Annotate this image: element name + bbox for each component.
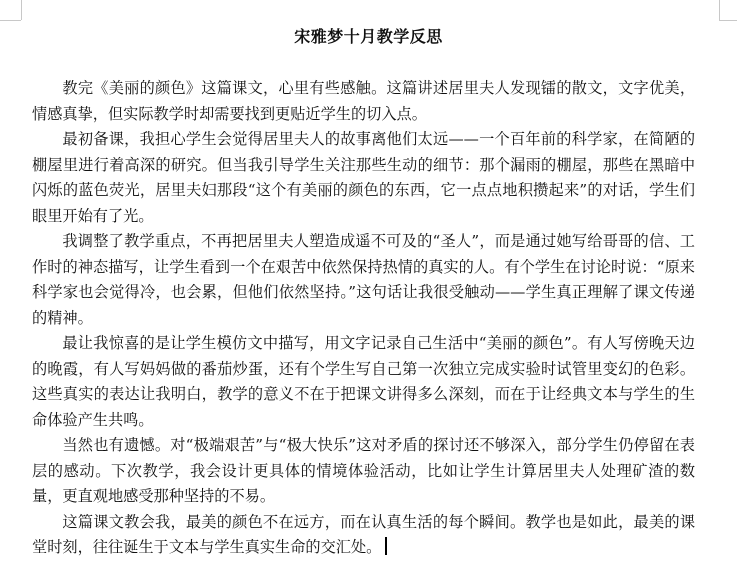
paragraph-3[interactable]: 我调整了教学重点，不再把居里夫人塑造成遥不可及的“圣人”，而是通过她写给哥哥的信、工作时的神态描写，让学生看到一个在艰苦中依然保持热情的真实的人。有个学生在讨论时说：“原来科学家也会觉得冷，也会累，但他们依然坚持。”这句话让我很受触动——学生真正理解了课文传递的精神。	[32, 232, 695, 327]
crop-mark-top-right-horizontal	[719, 20, 737, 21]
text-cursor	[385, 537, 387, 555]
document-body[interactable]	[32, 76, 695, 561]
paragraph-5[interactable]: 当然也有遗憾。对“极端艰苦”与“极大快乐”这对矛盾的探讨还不够深入，部分学生仍停留在表层的感动。下次教学，我会设计更具体的情境体验活动，比如让学生计算居里夫人处理矿渣的数量，更直观地感受那种坚持的不易。	[32, 436, 695, 505]
paragraph-1[interactable]: 教完《美丽的颜色》这篇课文，心里有些感触。这篇讲述居里夫人发现镭的散文，文字优美，情感真挚，但实际教学时却需要找到更贴近学生的切入点。	[32, 79, 695, 123]
paragraph-2[interactable]: 最初备课，我担心学生会觉得居里夫人的故事离他们太远——一个百年前的科学家，在简陋的棚屋里进行着高深的研究。但当我引导学生关注那些生动的细节：那个漏雨的棚屋，那些在黑暗中闪烁的蓝色荧光，居里夫妇那段“这个有美丽的颜色的东西，它一点点地积攒起来”的对话，学生们眼里开始有了光。	[32, 130, 695, 225]
document-title[interactable]: 宋雅梦十月教学反思	[294, 27, 443, 46]
paragraph-6: 这篇课文教会我，最美的颜色不在远方，而在认真生活的每个瞬间。教学也是如此，最美的课堂时刻，往往诞生于文本与学生真实生命的交汇处。	[32, 512, 695, 556]
paragraph-4[interactable]: 最让我惊喜的是让学生模仿文中描写，用文字记录自己生活中“美丽的颜色”。有人写傍晚天边的晚霞，有人写妈妈做的番茄炒蛋，还有个学生写自己第一次独立完成实验时试管里变幻的色彩。这些真实的表达让我明白，教学的意义不在于把课文讲得多么深刻，而在于让经典文本与学生的生命体验产生共鸣。	[32, 334, 695, 429]
crop-mark-top-left-vertical	[21, 0, 22, 20]
crop-mark-top-left-horizontal	[0, 20, 21, 21]
paragraph-6-container[interactable]	[32, 510, 695, 561]
crop-mark-top-right-vertical	[719, 0, 720, 20]
